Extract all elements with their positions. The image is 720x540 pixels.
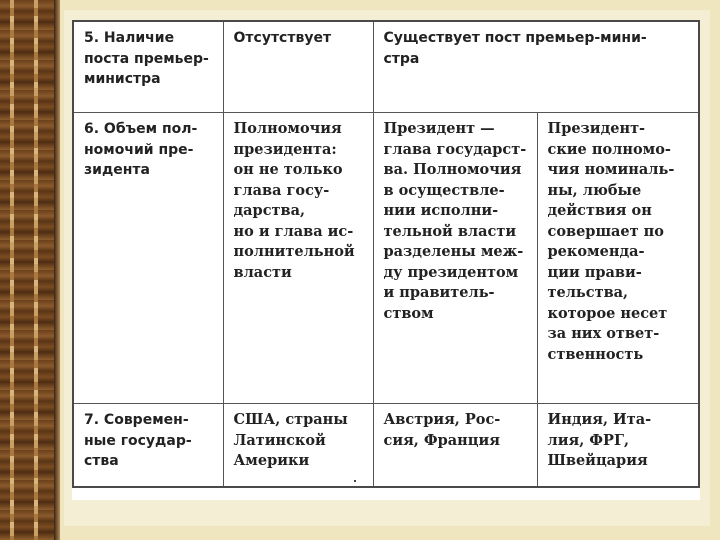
wood-edge-shadow — [54, 0, 60, 540]
mixed-cell: Австрия, Рос- сия, Франция — [373, 404, 537, 488]
mixed-cell: Президент — глава государст- ва. Полномочия в осуществле- нии исполни- тельной власти разделены меж- ду президентом и правитель- ством — [373, 113, 537, 404]
wood-strip-decoration — [0, 0, 54, 540]
presidential-cell: Полномочия президента: он не только глава госу- дарства, но и глава ис- полнительной власти — [223, 113, 373, 404]
stray-dot-mark — [354, 480, 356, 482]
table-row — [73, 404, 699, 488]
criterion-cell: 5. Наличие поста премьер- министра — [73, 21, 223, 113]
parliamentary-cell: Индия, Ита- лия, ФРГ, Швейцария — [537, 404, 699, 488]
table-row — [73, 21, 699, 113]
parliamentary-cell: Президент- ские полномо- чия номиналь- ны, любые действия он совершает по рекоменда- ции прави- тельства, которое несет за них ответ- ственность — [537, 113, 699, 404]
mixed-parliamentary-cell: Существует пост премьер-мини- стра — [373, 21, 699, 113]
government-forms-table — [72, 20, 700, 488]
criterion-cell: 6. Объем пол- номочий пре- зидента — [73, 113, 223, 404]
presidential-cell: Отсутствует — [223, 21, 373, 113]
presidential-cell: США, страны Латинской Америки — [223, 404, 373, 488]
criterion-cell: 7. Современ- ные государ- ства — [73, 404, 223, 488]
table-row — [73, 113, 699, 404]
